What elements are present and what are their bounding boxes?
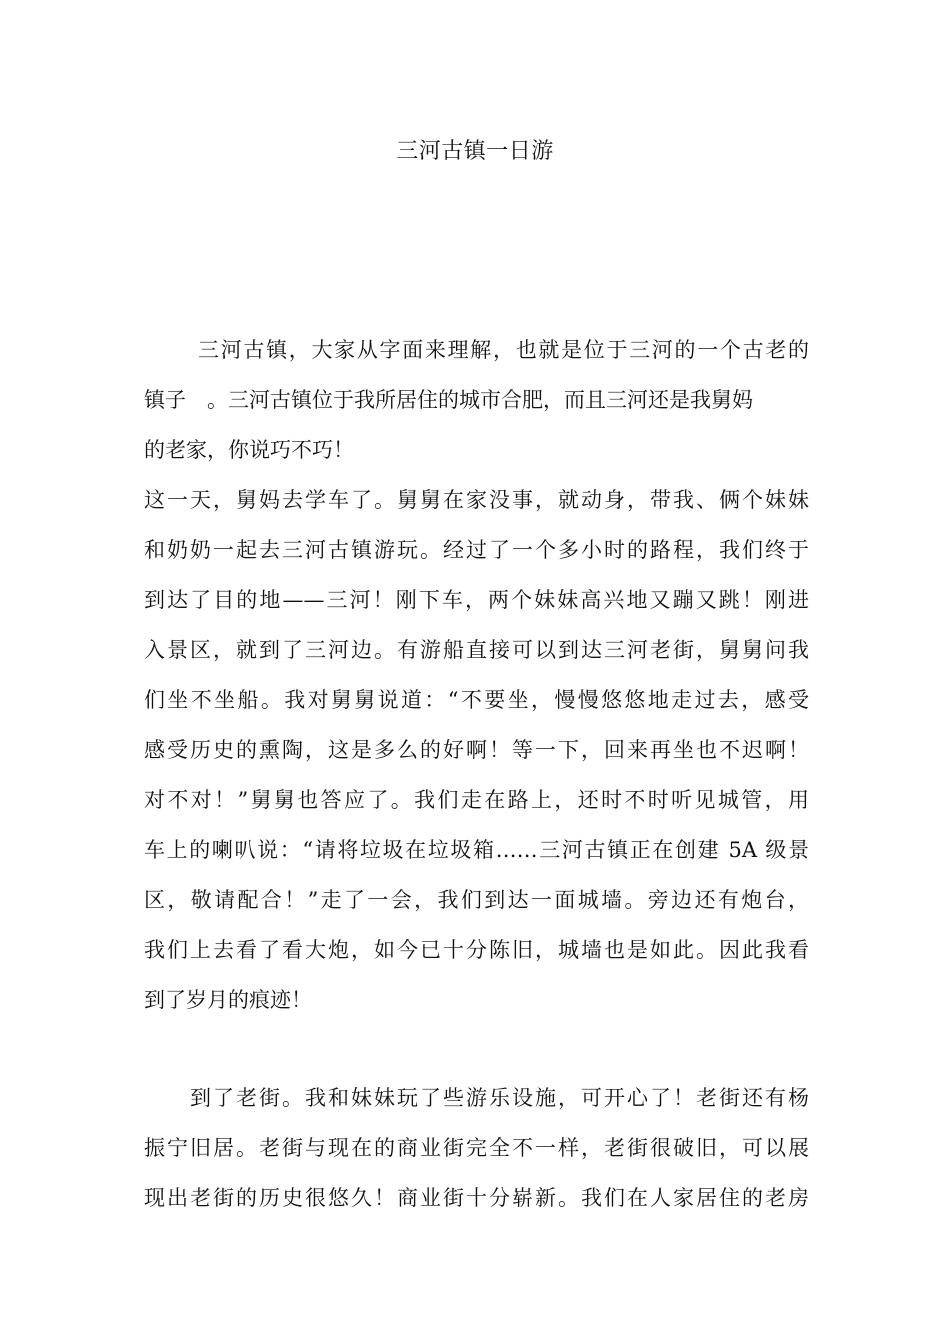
paragraph-line: 我们上去看了看大炮，如今已十分陈旧，城墙也是如此。因此我看 [144,938,809,962]
paragraph-line: 入景区，就到了三河边。有游船直接可以到达三河老街，舅舅问我 [144,638,809,662]
paragraph-line: 到了岁月的痕迹！ [144,988,312,1012]
paragraph-line: 三河古镇，大家从字面来理解，也就是位于三河的一个古老的 [198,338,809,362]
paragraph-line: 的老家，你说巧不巧！ [144,438,354,462]
paragraph-line: 到了老街。我和妹妹玩了些游乐设施，可开心了！老街还有杨 [190,1086,809,1110]
paragraph-line: 镇子 。三河古镇位于我所居住的城市合肥，而且三河还是我舅妈 [144,388,753,412]
paragraph-line: 车上的喇叭说：“请将垃圾在垃圾箱……三河古镇正在创建 5A 级景 [144,838,809,862]
paragraph-line: 振宁旧居。老街与现在的商业街完全不一样，老街很破旧，可以展 [144,1136,809,1160]
paragraph-line: 这一天，舅妈去学车了。舅舅在家没事，就动身，带我、俩个妹妹 [144,488,809,512]
paragraph-line: 到达了目的地——三河！刚下车，两个妹妹高兴地又蹦又跳！刚进 [144,588,809,612]
paragraph-line: 和奶奶一起去三河古镇游玩。经过了一个多小时的路程，我们终于 [144,538,809,562]
document-title: 三河古镇一日游 [396,139,554,164]
paragraph-line: 感受历史的熏陶，这是多么的好啊！等一下，回来再坐也不迟啊！ [144,738,809,762]
paragraph-line: 们坐不坐船。我对舅舅说道：“不要坐，慢慢悠悠地走过去，感受 [144,688,809,712]
paragraph-line: 对不对！”舅舅也答应了。我们走在路上，还时不时听见城管，用 [144,788,809,812]
paragraph-line: 区，敬请配合！”走了一会，我们到达一面城墙。旁边还有炮台， [144,888,809,912]
paragraph-line: 现出老街的历史很悠久！商业街十分崭新。我们在人家居住的老房 [144,1186,809,1210]
